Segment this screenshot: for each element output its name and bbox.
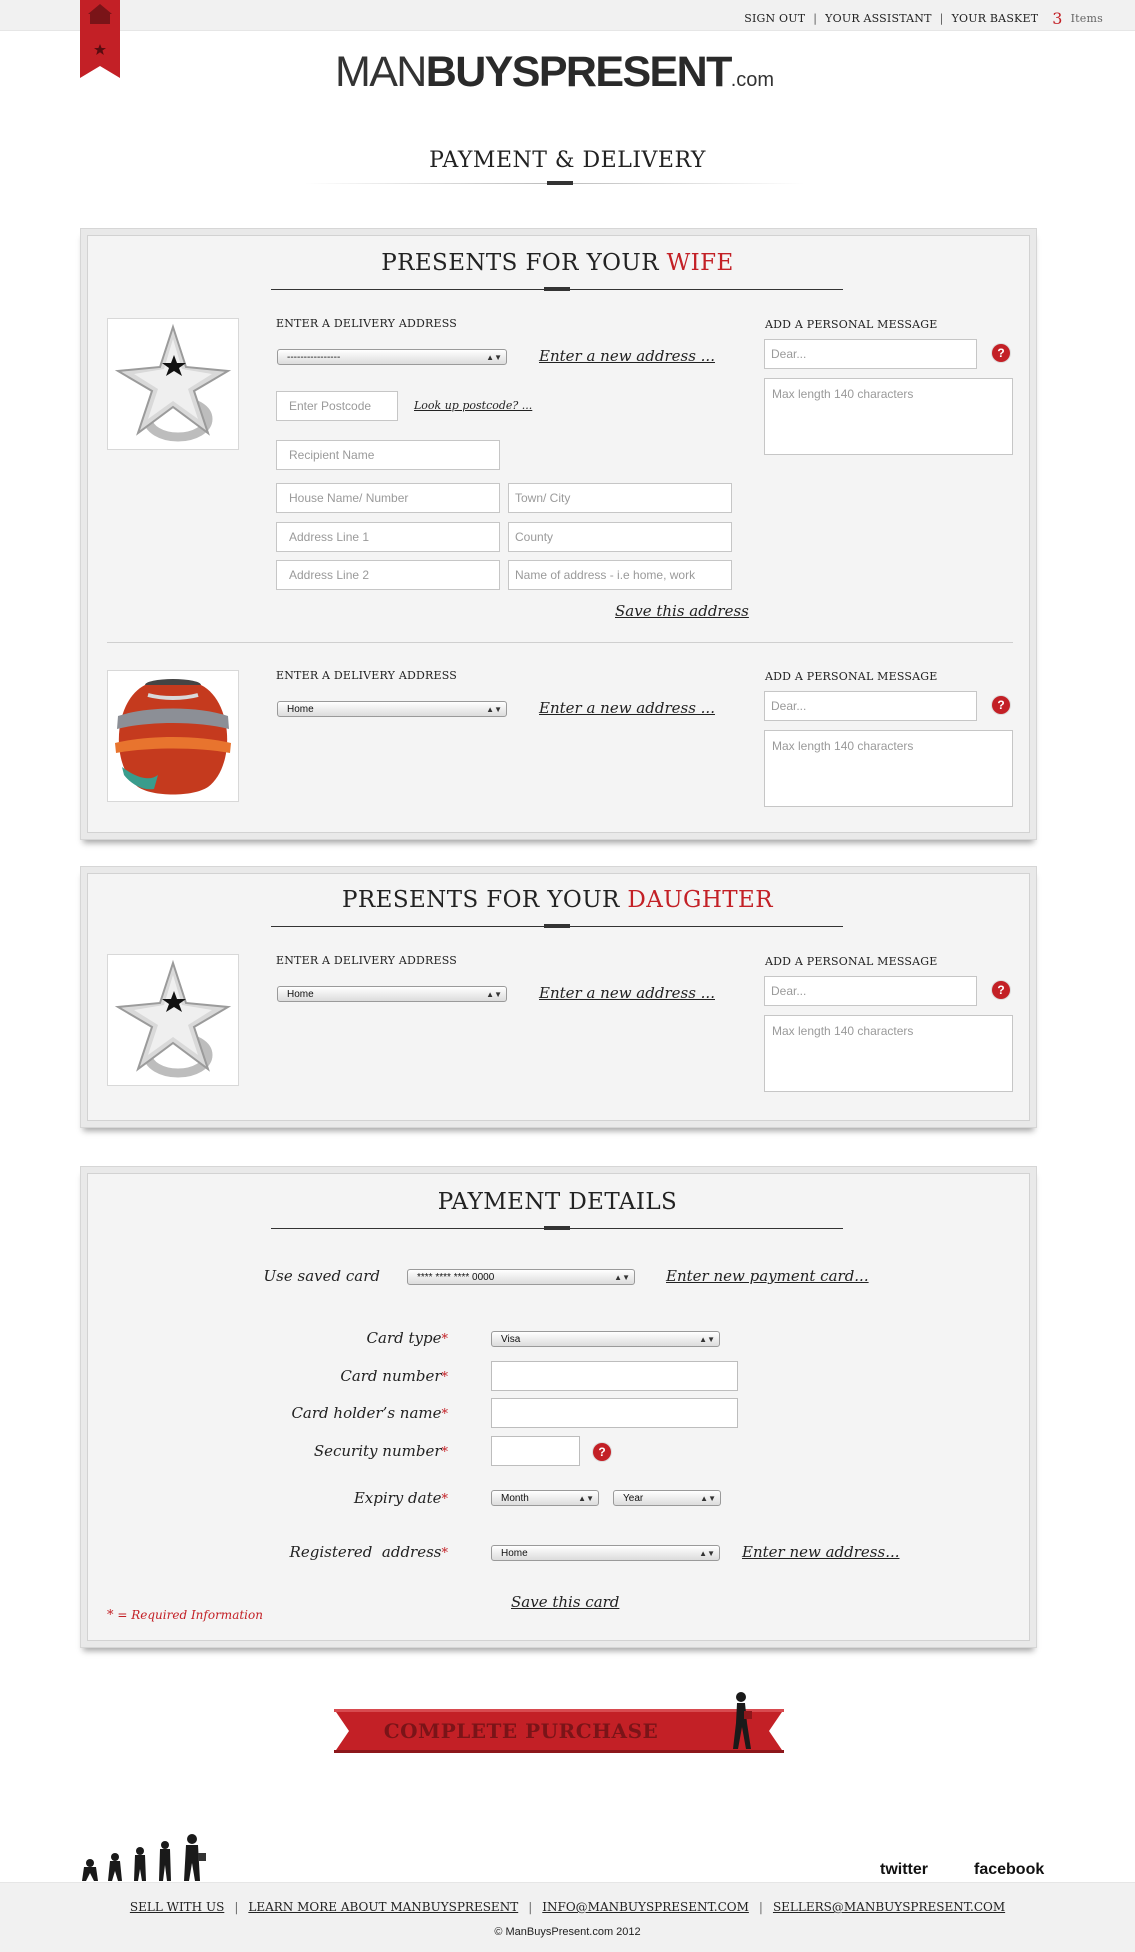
- select-arrows-icon: ▲▼: [700, 1494, 716, 1503]
- security-number-label: [200, 1442, 448, 1460]
- equals-sign: =: [117, 1608, 128, 1622]
- walking-man-icon: [727, 1691, 757, 1751]
- card-type-label: [200, 1329, 448, 1347]
- enter-new-address-link[interactable]: Enter a new address ...: [539, 984, 715, 1002]
- separator: |: [758, 1900, 763, 1914]
- required-information-note: [107, 1608, 263, 1623]
- select-value: Home: [501, 1548, 528, 1559]
- required-star: *: [441, 1332, 448, 1347]
- county-input[interactable]: County: [508, 522, 732, 552]
- required-note-text: Required Information: [131, 1608, 263, 1622]
- expiry-year-select[interactable]: [613, 1490, 721, 1506]
- logo-part-man: MAN: [335, 48, 426, 96]
- required-star: *: [441, 1407, 448, 1422]
- help-icon[interactable]: ?: [992, 696, 1010, 714]
- separator: |: [234, 1900, 239, 1914]
- separator: |: [528, 1900, 533, 1914]
- footer-bar: [0, 1882, 1135, 1952]
- address-line-1-input[interactable]: Address Line 1: [276, 522, 500, 552]
- security-number-input[interactable]: [491, 1436, 580, 1466]
- select-value: ----------------: [287, 352, 341, 363]
- select-value: Visa: [501, 1334, 521, 1345]
- learn-more-link[interactable]: LEARN MORE ABOUT MANBUYSPRESENT: [248, 1900, 519, 1914]
- field-label-text: Card holder’s name: [291, 1404, 442, 1422]
- recipient-name-input[interactable]: Recipient Name: [276, 440, 500, 470]
- field-label-text: Card type: [366, 1329, 442, 1347]
- delivery-address-select[interactable]: [277, 986, 507, 1002]
- section-title-prefix: PRESENTS FOR YOUR: [381, 250, 659, 276]
- site-logo[interactable]: [335, 48, 774, 97]
- delivery-address-select[interactable]: [277, 349, 507, 365]
- product-image-starfish-ring[interactable]: [107, 954, 239, 1086]
- logo-part-com: .com: [730, 69, 775, 91]
- separator: |: [813, 12, 818, 25]
- saved-card-label: Use saved card: [263, 1267, 380, 1285]
- help-icon[interactable]: ?: [593, 1443, 611, 1461]
- card-number-label: [200, 1367, 448, 1385]
- card-type-select[interactable]: [491, 1331, 720, 1347]
- personal-message-label: ADD A PERSONAL MESSAGE: [765, 318, 938, 331]
- daughter-section-title: [80, 887, 1035, 913]
- select-value: Home: [287, 989, 314, 1000]
- required-star: *: [441, 1445, 448, 1460]
- registered-address-select[interactable]: [491, 1545, 720, 1561]
- select-value: Year: [623, 1493, 644, 1504]
- product-image-starfish-ring[interactable]: [107, 318, 239, 450]
- required-star: *: [441, 1546, 448, 1561]
- complete-purchase-label: COMPLETE PURCHASE: [383, 1719, 659, 1743]
- complete-purchase-button[interactable]: [334, 1709, 784, 1753]
- basket-count[interactable]: 3: [1052, 9, 1063, 28]
- select-value: Month: [501, 1493, 529, 1504]
- item-divider: [107, 642, 1013, 643]
- field-label-text: Expiry date: [353, 1489, 442, 1507]
- select-value: Home: [287, 704, 314, 715]
- twitter-link[interactable]: twitter: [880, 1861, 928, 1878]
- select-arrows-icon: ▲▼: [486, 990, 502, 999]
- help-icon[interactable]: ?: [992, 981, 1010, 999]
- delivery-address-label: ENTER A DELIVERY ADDRESS: [276, 954, 457, 967]
- delivery-address-label: ENTER A DELIVERY ADDRESS: [276, 669, 457, 682]
- separator: |: [939, 12, 944, 25]
- enter-new-address-link[interactable]: Enter new address...: [742, 1543, 900, 1561]
- save-address-link[interactable]: Save this address: [615, 602, 749, 620]
- house-name-input[interactable]: House Name/ Number: [276, 483, 500, 513]
- expiry-month-select[interactable]: [491, 1490, 599, 1506]
- card-holder-name-label: [200, 1404, 448, 1422]
- town-city-input[interactable]: Town/ City: [508, 483, 732, 513]
- your-assistant-link[interactable]: YOUR ASSISTANT: [825, 12, 932, 25]
- sell-with-us-link[interactable]: SELL WITH US: [129, 1900, 225, 1914]
- info-email-link[interactable]: INFO@MANBUYSPRESENT.COM: [542, 1900, 749, 1914]
- saved-card-select[interactable]: [407, 1269, 635, 1285]
- section-title-highlight: DAUGHTER: [627, 887, 773, 913]
- message-textarea[interactable]: Max length 140 characters: [764, 730, 1013, 807]
- title-rule-mark: [547, 181, 573, 185]
- glass-vase-image: [108, 671, 238, 801]
- required-star: *: [441, 1492, 448, 1507]
- footer-links: [0, 1900, 1135, 1914]
- lookup-postcode-link[interactable]: Look up postcode? ...: [414, 399, 533, 412]
- payment-section-title: PAYMENT DETAILS: [437, 1189, 678, 1215]
- page-title: PAYMENT & DELIVERY: [429, 148, 706, 173]
- field-label-text: Card number: [340, 1367, 442, 1385]
- select-arrows-icon: ▲▼: [578, 1494, 594, 1503]
- evolution-of-man-illustration: [80, 1823, 220, 1883]
- basket-items-label: Items: [1070, 12, 1103, 25]
- dear-input[interactable]: Dear...: [764, 976, 977, 1006]
- enter-new-address-link[interactable]: Enter a new address ...: [539, 699, 715, 717]
- section-rule-mark: [544, 1226, 570, 1230]
- section-rule-mark: [544, 924, 570, 928]
- account-links: [744, 9, 1103, 28]
- save-card-link[interactable]: Save this card: [511, 1593, 620, 1611]
- message-textarea[interactable]: Max length 140 characters: [764, 378, 1013, 455]
- card-number-input[interactable]: [491, 1361, 738, 1391]
- address-line-2-input[interactable]: Address Line 2: [276, 560, 500, 590]
- home-ribbon[interactable]: [80, 0, 120, 80]
- section-rule-mark: [544, 287, 570, 291]
- select-arrows-icon: ▲▼: [614, 1273, 630, 1282]
- new-payment-card-link[interactable]: Enter new payment card...: [666, 1267, 869, 1285]
- logo-part-buyspresent: BUYSPRESENT: [425, 48, 731, 96]
- dear-input[interactable]: Dear...: [764, 691, 977, 721]
- required-star: *: [441, 1370, 448, 1385]
- your-basket-link[interactable]: YOUR BASKET: [951, 12, 1039, 25]
- enter-new-address-link[interactable]: Enter a new address ...: [539, 347, 715, 365]
- personal-message-label: ADD A PERSONAL MESSAGE: [765, 670, 938, 683]
- address-name-input[interactable]: Name of address - i.e home, work: [508, 560, 732, 590]
- postcode-input[interactable]: Enter Postcode: [276, 391, 398, 421]
- registered-address-label: [200, 1543, 448, 1561]
- select-arrows-icon: ▲▼: [486, 705, 502, 714]
- sellers-email-link[interactable]: SELLERS@MANBUYSPRESENT.COM: [772, 1900, 1006, 1914]
- field-label-text: Registered address: [289, 1543, 442, 1561]
- delivery-address-select[interactable]: [277, 701, 507, 717]
- required-star: *: [107, 1608, 114, 1623]
- section-title-prefix: PRESENTS FOR YOUR: [342, 887, 620, 913]
- select-arrows-icon: ▲▼: [699, 1549, 715, 1558]
- sign-out-link[interactable]: SIGN OUT: [744, 12, 806, 25]
- starfish-ring-image: [108, 955, 238, 1085]
- facebook-link[interactable]: facebook: [974, 1861, 1045, 1878]
- select-arrows-icon: ▲▼: [486, 353, 502, 362]
- section-title-highlight: WIFE: [666, 250, 734, 276]
- delivery-address-label: ENTER A DELIVERY ADDRESS: [276, 317, 457, 330]
- copyright: © ManBuysPresent.com 2012: [494, 1926, 641, 1938]
- starfish-ring-image: [108, 319, 238, 449]
- select-arrows-icon: ▲▼: [699, 1335, 715, 1344]
- expiry-date-label: [200, 1489, 448, 1507]
- help-icon[interactable]: ?: [992, 344, 1010, 362]
- select-value: **** **** **** 0000: [417, 1272, 495, 1283]
- field-label-text: Security number: [313, 1442, 442, 1460]
- wife-section-title: [80, 250, 1035, 276]
- dear-input[interactable]: Dear...: [764, 339, 977, 369]
- card-holder-name-input[interactable]: [491, 1398, 738, 1428]
- message-textarea[interactable]: Max length 140 characters: [764, 1015, 1013, 1092]
- product-image-glass-vase[interactable]: [107, 670, 239, 802]
- personal-message-label: ADD A PERSONAL MESSAGE: [765, 955, 938, 968]
